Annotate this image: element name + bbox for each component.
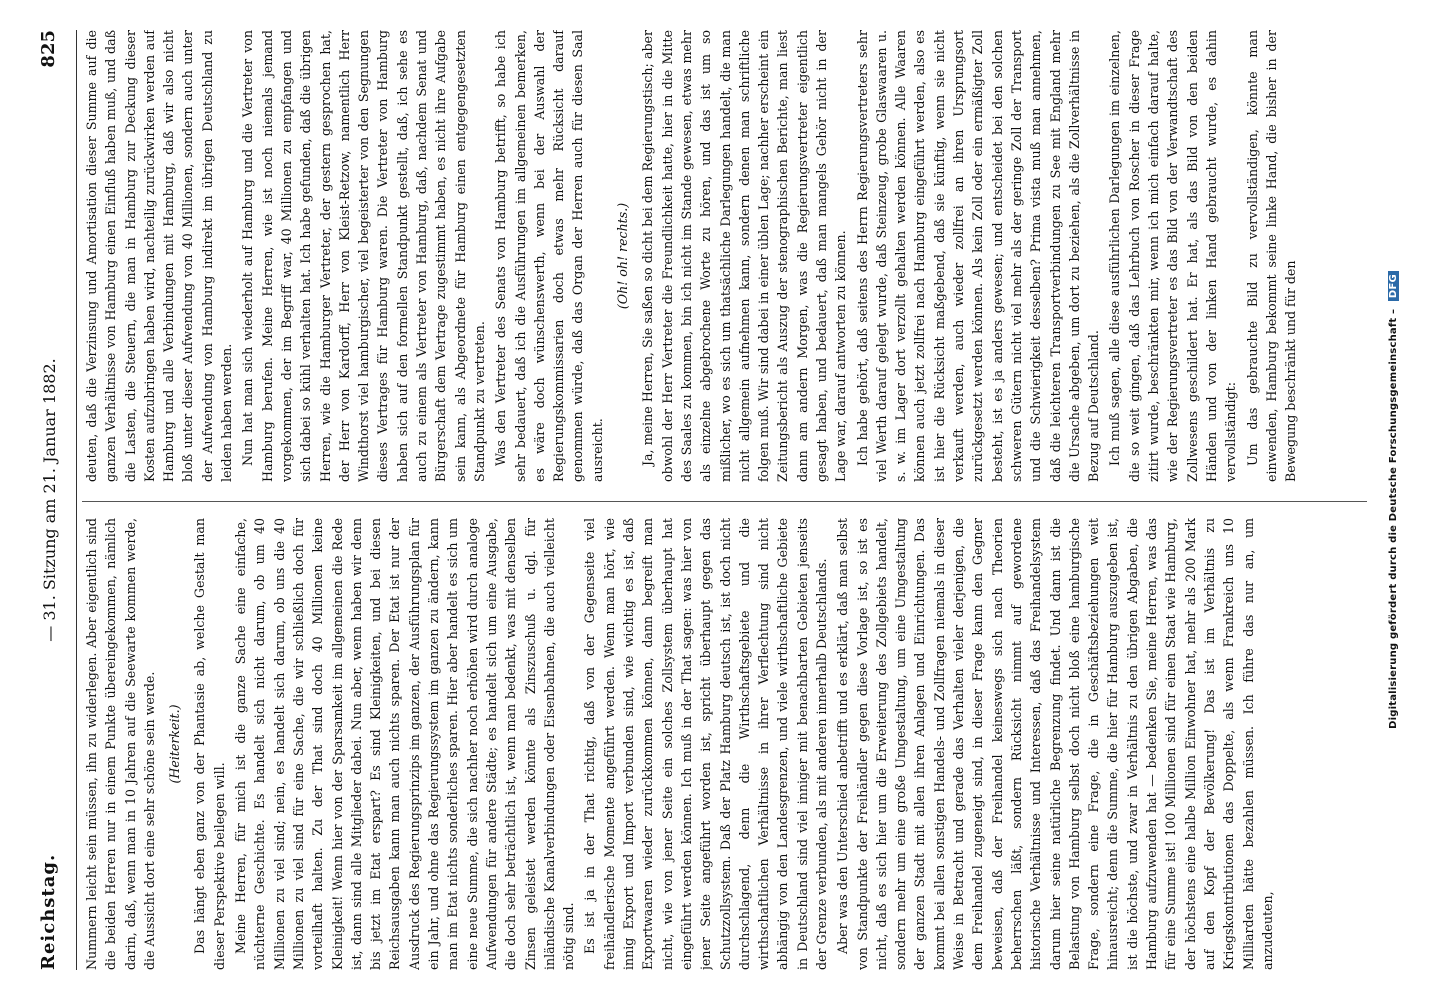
paragraph: Es ist ja in der That richtig, daß von der Gegenseite viel freihändlerische Momente angeführt werden. Wenn man hört, wie innig Export und Import verbunden sind, wie wichtig es ist, daß Exportwaaren wieder zurückkommen können, dann begreift man nicht, wie von jener Seite ein solches Zollsystem überhaupt hat eingeführt werden können. Ich muß in der That sagen: was hier von jener Seite angeführt worden ist, spricht überhaupt gegen das Schutzzollsystem. Daß der Platz Hamburg deutsch ist, ist doch nicht durchschlagend, denn die Wirthschaftsgebiete und die wirthschaftlichen Verhältnisse in ihrer Verflechtung sind nicht abhängig von den Landesgrenzen, und viele wirthschaftliche Gebiete in Deutschland sind viel inniger mit benachbarten Gebieten jenseits der Grenze verbunden, als mit anderen innerhalb Deutschlands.: [582, 518, 829, 970]
interjection: (Heiterkeit.): [167, 704, 183, 784]
paragraph: Um das gebrauchte Bild zu vervollständigen, könnte man einwenden, Hamburg bekommt seine linke Hand, die bisher in der Bewegung beschränkt und für den: [1244, 30, 1299, 482]
header-rule: [76, 30, 77, 970]
paragraph: deuten, daß die Verzinsung und Amortisation dieser Summe auf die ganzen Verhältnisse von Hamburg einen Einfluß haben muß, und daß die Lasten, die Steuern, die man in Hamburg zur Deckung dieser Kosten aufzubringen haben wird, nachteilig zurückwirken werden auf Hamburg und alle Verbindungen mit Hamburg, daß wir also nicht bloß unter dieser Aufwendung von 40 Millionen, sondern auch unter der Aufwendung von Hamburg indirekt im übrigen Deutschland zu leiden haben werden.: [84, 30, 235, 482]
left-column: [82, 518, 1367, 970]
page-header: [30, 30, 70, 970]
digitization-notice: [1388, 30, 1406, 970]
header-title: Reichstag.: [38, 853, 59, 970]
digitization-text: Digitalisierung gefördert durch die Deutsche Forschungsgemeinschaft –: [1388, 308, 1399, 729]
column-divider: [82, 501, 1367, 502]
paragraph: Was den Vertreter des Senats von Hamburg betrifft, so habe ich sehr bedauert, daß ich die Ausführungen im allgemeinen bemerken, es wäre doch wünschenswerth, wenn bei der Auswahl der Regierungskommissarien doch etwas mehr Rücksicht darauf genommen würde, daß das Organ der Herren auch für diesen Saal ausreicht.: [493, 30, 605, 482]
paragraph: Ich muß sagen, alle diese ausführlichen Darlegungen im einzelnen, die so weit gingen, daß das Lehrbuch von Roscher in dieser Frage zitirt wurde, beschränkten mir, wenn ich mich einfach darauf halte, wie der Regierungsvertreter es das Bild von der Verwandtschaft des Zollwesens geschildert hat. Er hat, als das Bild von den beiden Händen und von der linken Hand gebraucht wurde, es dahin vervollständigt:: [1107, 30, 1239, 482]
right-column: [82, 30, 1367, 482]
header-session-date: — 31. Sitzung am 21. Januar 1882.: [40, 358, 59, 642]
interjection: (Oh! oh! rechts.): [615, 202, 631, 310]
dfg-badge: DFG: [1388, 271, 1399, 301]
paragraph: Das hängt eben ganz von der Phantasie ab, welche Gestalt man dieser Perspektive beilegen will.: [192, 518, 227, 970]
paragraph: Nun hat man sich wiederholt auf Hamburg und die Vertreter von Hamburg berufen. Meine Herren, wie ist noch niemals jemand vorgekommen, der im Begriff war, 40 Millionen zu empfangen und sich dabei so kühl verhalten hat. Ich habe gefunden, daß die übrigen Herren, wie die Hamburger Vertreter, der gestern gesprochen hat, der Herr von Kardorff, Herr von Kleist-Retzow, namentlich Herr Windthorst viel hamburgischer, viel begeisterter von den Segnungen dieses Vertrages für Hamburg waren. Die Vertreter von Hamburg haben sich auf den formellen Standpunkt gestellt, daß, ich sehe es auch zu einem als Vertreter von Hamburg, daß, nachdem Senat und Bürgerschaft dem Vertrage zugestimmt haben, es nicht ihre Aufgabe sein kann, als Abgeordnete für Hamburg einen entgegengesetzten Standpunkt zu vertreten.: [240, 30, 487, 482]
page-number: 825: [38, 30, 59, 68]
paragraph: Ja, meine Herren, Sie saßen so dicht bei dem Regierungstisch; aber obwohl der Herr Vertreter die Freundlichkeit hatte, hier in die Mitte des Saales zu kommen, bin ich nicht im Stande gewesen, etwas mehr als einzelne abgebrochene Worte zu hören, und das ist um so mißlicher, wo es sich um thatsächliche Darlegungen handelt, die man nicht allgemein aufnehmen kann, sondern denen man schriftliche folgen muß. Wir sind dabei in einer üblen Lage; nachher erscheint ein Zeitungsbericht als Auszug der stenographischen Berichte, man liest dann am andern Morgen, was die Regierungsvertreter eigentlich gesagt haben, und bedauert, daß man mangels Gehör nicht in der Lage war, darauf antworten zu können.: [640, 30, 849, 482]
paragraph: Aber was den Unterschied anbetrifft und es erklärt, daß man selbst von Standpunkte der Freihändler gegen diese Vorlage ist, so ist es nicht, daß es sich hier um die Erweiterung des Zollgebiets handelt, sondern mehr um eine große Umgestaltung, um eine Umgestaltung der ganzen Stadt mit allen ihren Anlagen und Einrichtungen. Das kommt bei allen sonstigen Handels- und Zollfragen niemals in dieser Weise in Betracht und gerade das Verhalten vieler derjenigen, die dem Freihandel zugeneigt sind, in dieser Frage kann den Gegner beweisen, daß der Freihandel keineswegs sich nach Theorien beherrschen läßt, sondern Rücksicht nimmt auf gewordene historische Verhältnisse und Interessen, daß das Freihandelsystem darum hier seine natürliche Begrenzung findet. Und dann ist die Belastung von Hamburg selbst doch nicht bloß eine hamburgische Frage, sondern eine Frage, die in Geschäftsbeziehungen weit hinausreicht; denn die Summe, die hier für Hamburg auszugeben ist, ist die höchste, und zwar in Verhältnis zu den übrigen Abgaben, die Hamburg aufzuwenden hat — bedenken Sie, meine Herren, was das für eine Summe ist! 100 Millionen sind für einen Staat wie Hamburg, der höchstens eine halbe Million Einwohner hat, mehr als 200 Mark auf den Kopf der Bevölkerung! Das ist im Verhältnis zu Kriegskontributionen das Doppelte, als wenn Frankreich uns 10 Milliarden hätte bezahlen müssen. Ich führe das nur an, um anzudeuten,: [835, 518, 1275, 970]
paragraph: Ich habe gehört, daß seitens des Herrn Regierungsvertreters sehr viel Werth darauf gelegt wurde, daß Steinzeug, grobe Glaswaaren u. s. w. im Lager dort verzollt gehalten werden können. Alle Waaren können auch jetzt zollfrei nach Hamburg eingeführt werden, also es ist hier die Rücksicht maßgebend, daß sie künftig, wenn sie nicht verkauft werden, auch wieder zollfrei an ihren Ursprungsort zurückgesetzt werden können. Als kein Zoll oder ein ermäßigter Zoll besteht, ist es ja anders gewesen; und entscheidet bei den solchen schweren Gütern nicht viel mehr als der geringe Zoll der Transport und die Schwierigkeit desselben? Prima vista muß man annehmen, daß die leichteren Transportverbindungen zu See mit England mehr die Ursache abgeben, um dort zu beziehen, als die Zollverhältnisse in Bezug auf Deutschland.: [854, 30, 1102, 482]
paragraph: Meine Herren, für mich ist die ganze Sache eine einfache, nüchterne Geschichte. Es handelt sich nicht darum, ob um 40 Millionen zu viel sind; nein, es handelt sich darum, ob uns die 40 Millionen zu viel sind für eine Sache, die wir schließlich doch für vorteilhaft halten. Zu der That sind doch 40 Millionen keine Kleinigkeit! Wenn hier von der Sparsamkeit im allgemeinen die Rede ist, dann sind alle Mitglieder dabei. Nun aber, wenn haben wir denn bis jetzt im Etat erspart? Es sind Kleinigkeiten, und bei diesen Reichsausgaben kann man auch nichts sparen. Der Etat ist nur der Ausdruck des Regierungsprinzips im ganzen, der Ausführungsplan für ein Jahr, und ohne das Regierungssystem im ganzen zu ändern, kann man im Etat nichts sonderliches sparen. Hier aber handelt es sich um eine neue Summe, die sich nachher noch erhöhen wird durch analoge Aufwendungen für andere Städte; es handelt sich um eine Ausgabe, die doch sehr beträchtlich ist, wenn man bedenkt, was mit denselben Zinsen geleistet werden könnte als Zinszuschuß u. dgl. für inländische Kanalverbindungen oder Eisenbahnen, die auch vielleicht nötig sind.: [233, 518, 577, 970]
paragraph: Nummern leicht sein müssen, ihn zu widerlegen. Aber eigentlich sind die beiden Herren nur in einem Punkte übereingekommen, nämlich darin, daß, wenn man in 10 Jahren auf die Seewarte kommen werde, die Aussicht dort eine sehr schöne sein werde.: [84, 518, 157, 970]
